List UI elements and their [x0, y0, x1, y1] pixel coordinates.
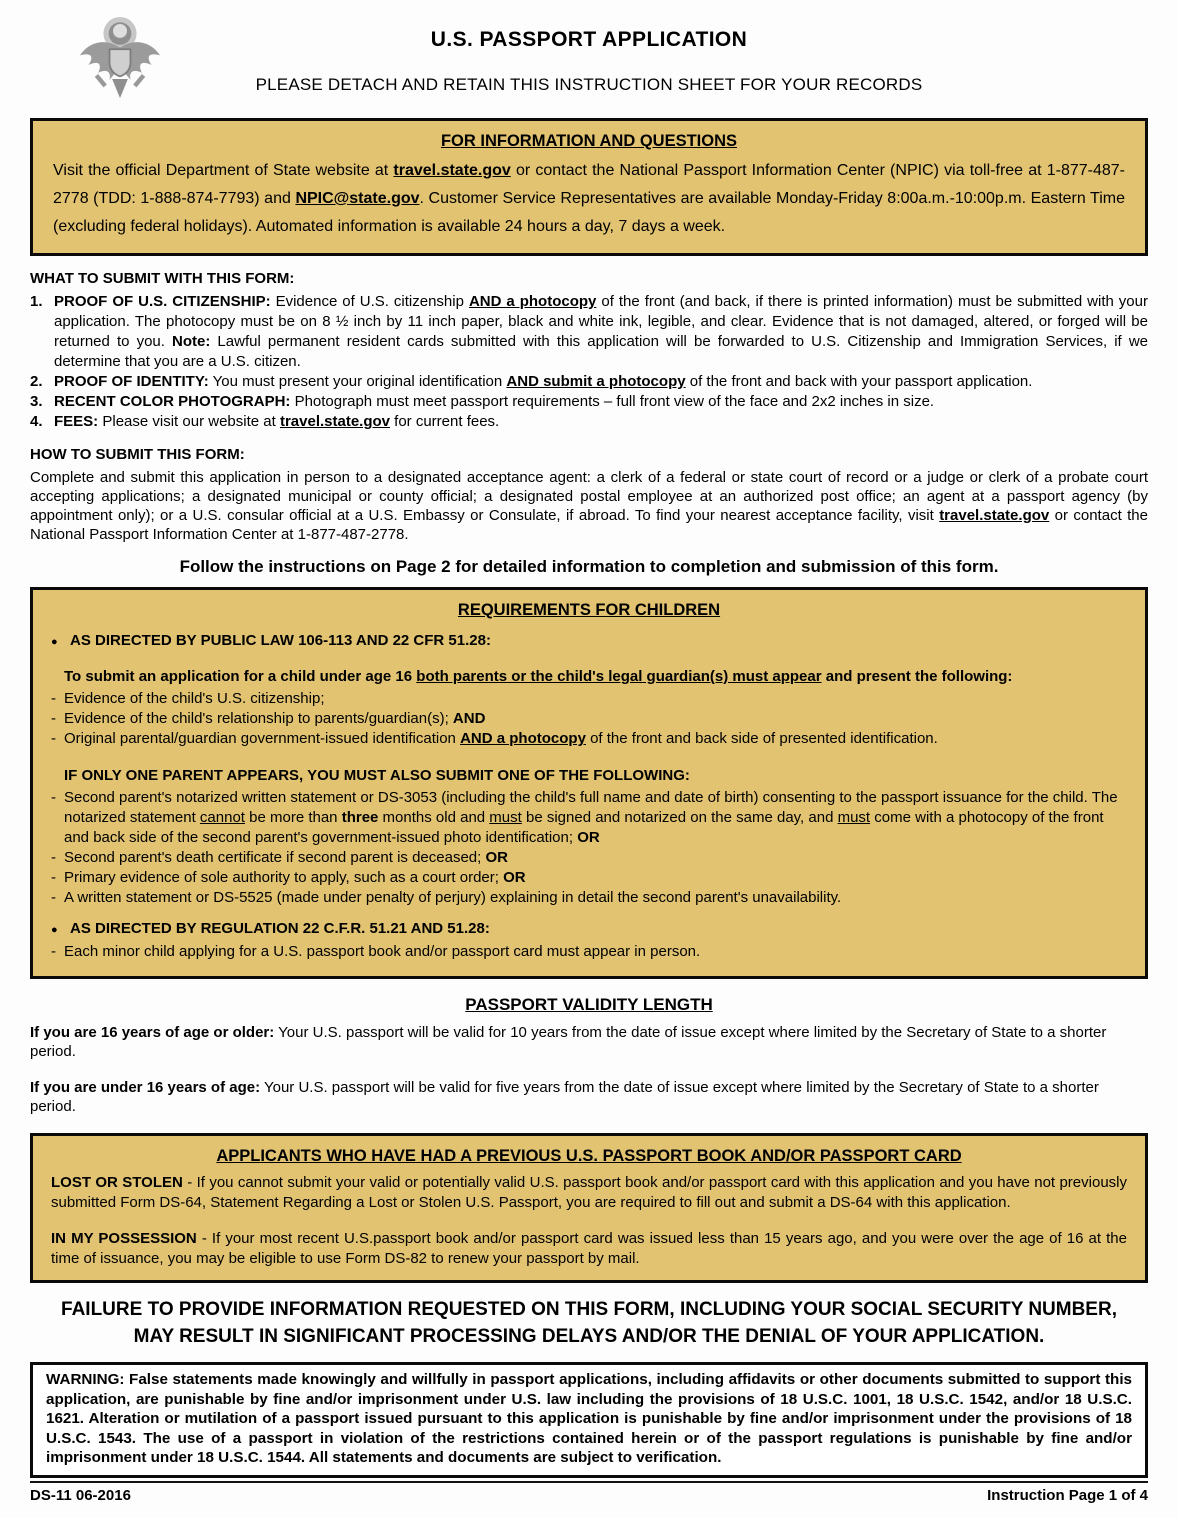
footer-form-number: DS-11 06-2016	[30, 1486, 131, 1504]
footer-page-number: Instruction Page 1 of 4	[987, 1486, 1148, 1504]
dash-icon	[51, 868, 64, 888]
list-item: - A written statement or DS-5525 (made under penalty of perjury) explaining in detail the second parent's unavailability.	[51, 888, 1127, 908]
how-to-submit-body: Complete and submit this application in person to a designated acceptance agent: a clerk of a federal or state court of record or a judge or clerk of a probate court accepting applications; a designated municipal or county official; a designated postal employee at an authorized post office; an agent at a passport agency (by appointment only); or a U.S. consular official at a U.S. Embassy or Consulate, if abroad. To find your nearest acceptance facility, visit travel.state.gov or contact the National Passport Information Center at 1-877-487-2778.	[30, 469, 1148, 543]
dash-icon	[51, 689, 64, 709]
previous-box-heading: APPLICANTS WHO HAVE HAD A PREVIOUS U.S. PASSPORT BOOK AND/OR PASSPORT CARD	[216, 1147, 962, 1165]
submit-item-fees	[30, 412, 1148, 432]
public-law-bullet	[51, 631, 1127, 652]
list-item: - Evidence of the child's relationship to parents/guardian(s); AND	[51, 709, 1127, 729]
bullet-text: AS DIRECTED BY PUBLIC LAW 106-113 AND 22 CFR 51.28:	[70, 632, 491, 649]
item-number: 3.	[30, 393, 43, 410]
submit-item-citizenship	[30, 292, 1148, 372]
list-item: - Evidence of the child's U.S. citizenship;	[51, 689, 1127, 709]
dash-icon	[51, 709, 64, 729]
bullet-icon	[51, 631, 70, 652]
warning-box	[30, 1362, 1148, 1478]
info-box-heading: FOR INFORMATION AND QUESTIONS	[440, 132, 738, 150]
page-subtitle: PLEASE DETACH AND RETAIN THIS INSTRUCTION SHEET FOR YOUR RECORDS	[255, 75, 923, 94]
bullet-text: AS DIRECTED BY REGULATION 22 C.F.R. 51.21 AND 51.28:	[70, 920, 490, 937]
validity-16-or-older: If you are 16 years of age or older: Your U.S. passport will be valid for 10 years from the date of issue except where limited by the Secretary of State to a shorter period.	[30, 1024, 1107, 1060]
dash-icon	[51, 888, 64, 908]
item-number: 2.	[30, 373, 43, 390]
warning-text: WARNING: False statements made knowingly and willfully in passport applications, including affidavits or other documents submitted to support this application, are punishable by fine and/or imprisonment under U.S. law including the provisions of 18 U.S.C. 1001, 18 U.S.C. 1542, and/or 18 U.S.C. 1621. Alteration or mutilation of a passport issued pursuant to this application is punishable by fine and/or imprisonment under the provisions of 18 U.S.C. 1543. The use of a passport in violation of the restrictions contained herein or of the passport regulations is punishable by fine and/or imprisonment under 18 U.S.C. 1544. All statements and documents are subject to verification.	[46, 1371, 1132, 1466]
item-text: FEES: Please visit our website at travel.state.gov for current fees.	[54, 413, 500, 430]
bullet-icon	[51, 919, 70, 940]
dash-icon	[51, 729, 64, 749]
page-header	[30, 0, 1148, 104]
submit-item-photograph	[30, 392, 1148, 412]
submit-item-identity	[30, 372, 1148, 392]
info-box-body: Visit the official Department of State website at travel.state.gov or contact the National Passport Information Center (NPIC) via toll-free at 1-877-487-2778 (TDD: 1-888-874-7793) and NPIC@state.gov. Customer Service Representatives are available Monday-Friday 8:00a.m.-10:00p.m. Eastern Time (excluding federal holidays). Automated information is available 24 hours a day, 7 days a week.	[53, 162, 1126, 235]
children-box-heading: REQUIREMENTS FOR CHILDREN	[457, 601, 721, 619]
list-item: - Original parental/guardian government-issued identification AND a photocopy of the front and back side of presented identification.	[51, 729, 1127, 749]
list-item: - Primary evidence of sole authority to apply, such as a court order; OR	[51, 868, 1127, 888]
item-number: 4.	[30, 413, 43, 430]
item-text: RECENT COLOR PHOTOGRAPH: Photograph must meet passport requirements – full front view of the face and 2x2 inches in size.	[54, 393, 935, 410]
lost-or-stolen-paragraph: LOST OR STOLEN - If you cannot submit your valid or potentially valid U.S. passport book and/or passport card with this application and you have not previously submitted Form DS-64, Statement Regarding a Lost or Stolen U.S. Passport, you are required to fill out and submit a DS-64 with this application.	[51, 1174, 1127, 1211]
one-parent-heading: IF ONLY ONE PARENT APPEARS, YOU MUST ALSO SUBMIT ONE OF THE FOLLOWING:	[64, 767, 690, 784]
list-item: - Second parent's death certificate if second parent is deceased; OR	[51, 848, 1127, 868]
great-seal-eagle-icon	[72, 12, 168, 104]
follow-instructions-note: Follow the instructions on Page 2 for detailed information to completion and submission of this form.	[179, 557, 999, 576]
list-item: - Each minor child applying for a U.S. passport book and/or passport card must appear in person.	[51, 942, 1127, 962]
validity-heading: PASSPORT VALIDITY LENGTH	[465, 995, 713, 1014]
validity-under-16: If you are under 16 years of age: Your U.S. passport will be valid for five years from the date of issue except where limited by the Secretary of State to a shorter period.	[30, 1079, 1099, 1115]
info-box	[30, 118, 1148, 256]
dash-icon	[51, 788, 64, 848]
page-title: U.S. PASSPORT APPLICATION	[430, 28, 748, 51]
dash-icon	[51, 848, 64, 868]
item-text: PROOF OF U.S. CITIZENSHIP: Evidence of U.S. citizenship AND a photocopy of the front (and back, if there is printed information) must be submitted with your application. The photocopy must be on 8 ½ inch by 11 inch paper, black and white ink, legible, and clear. Evidence that is not damaged, altered, or forged will be returned to you. Note: Lawful permanent resident cards submitted with this application will be forwarded to U.S. Citizenship and Immigration Services, if we determine that you are a U.S. citizen.	[54, 293, 1148, 370]
list-item: - Second parent's notarized written statement or DS-3053 (including the child's full name and date of birth) consenting to the passport issuance for the child. The notarized statement cannot be more than three months old and must be signed and notarized on the same day, and must come with a photocopy of the front and back side of the second parent's government-issued photo identification; OR	[51, 788, 1127, 848]
page-footer	[30, 1481, 1148, 1506]
previous-passport-box	[30, 1133, 1148, 1283]
children-intro: To submit an application for a child under age 16 both parents or the child's legal guardian(s) must appear and present the following:	[64, 668, 1013, 685]
item-number: 1.	[30, 293, 43, 310]
dash-icon	[51, 942, 64, 962]
how-to-submit-heading: HOW TO SUBMIT THIS FORM:	[30, 446, 245, 463]
children-requirements-box	[30, 587, 1148, 979]
failure-notice: FAILURE TO PROVIDE INFORMATION REQUESTED ON THIS FORM, INCLUDING YOUR SOCIAL SECURITY NUMBER, MAY RESULT IN SIGNIFICANT PROCESSING DELAYS AND/OR THE DENIAL OF YOUR APPLICATION.	[61, 1299, 1117, 1347]
in-my-possession-paragraph: IN MY POSSESSION - If your most recent U.S.passport book and/or passport card was issued less than 15 years ago, and you were over the age of 16 at the time of issuance, you may be eligible to use Form DS-82 to renew your passport by mail.	[51, 1230, 1127, 1267]
regulation-bullet	[51, 919, 1127, 940]
what-to-submit-heading: WHAT TO SUBMIT WITH THIS FORM:	[30, 270, 295, 287]
item-text: PROOF OF IDENTITY: You must present your original identification AND submit a photocopy of the front and back with your passport application.	[54, 373, 1033, 390]
